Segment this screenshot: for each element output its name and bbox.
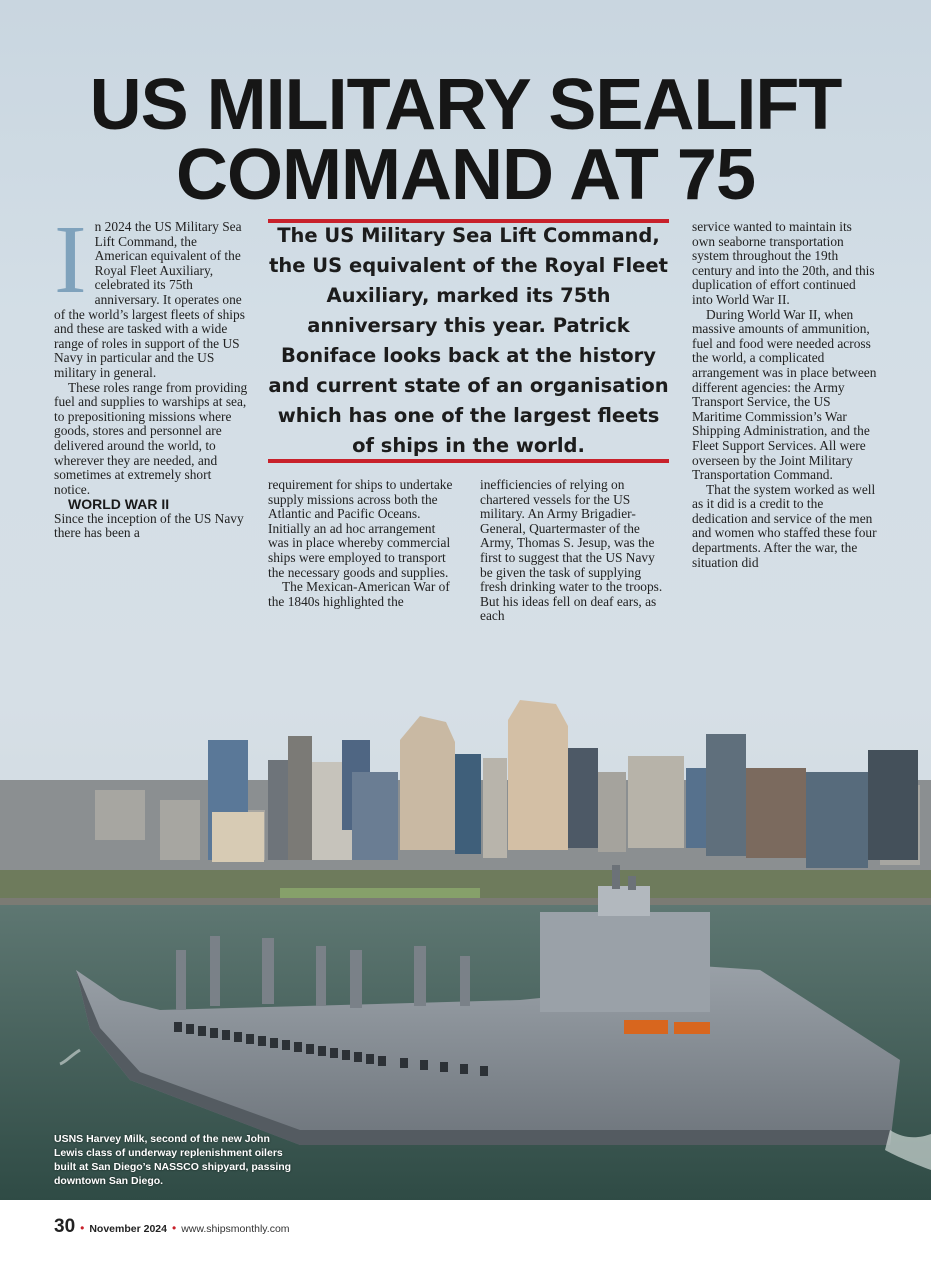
paragraph: That the system worked as well as it did is a credit to the dedication and service of the men and women who staffed these four departments. After the war, the situation did: [692, 481, 877, 570]
paragraph: The Mexican-American War of the 1840s highlighted the: [268, 579, 450, 609]
paragraph: inefficiencies of relying on chartered vessels for the US military. An Army Brigadier-General, Quartermaster of the Army, Thomas S. Jesup, was the first to suggest that the US Navy be given the task of supplying fresh drinking water to the troops. But his ideas fell on deaf ears, as each: [480, 477, 663, 624]
body-column-2: [268, 478, 458, 609]
paragraph: Since the inception of the US Navy there has been a: [54, 510, 244, 541]
intro-text: n 2024 the US Military Sea Lift Command, the American equivalent of the Royal Fleet Auxiliary, celebrated its 75th anniversary. It operates one of the world’s largest fleets of ships and these are tasked with a wide range of roles in support of the US Navy in particular and the US military in general.: [54, 219, 245, 380]
standfirst-box: [268, 219, 669, 463]
headline: [0, 65, 931, 215]
page-footer: [54, 1216, 290, 1238]
drop-cap: I: [54, 206, 87, 314]
section-subhead: WORLD WAR II: [68, 496, 170, 513]
ship-photo: [0, 700, 931, 1200]
body-column-3: [480, 478, 670, 624]
ship-illustration: [0, 700, 931, 1200]
standfirst-text: The US Military Sea Lift Command, the US equivalent of the Royal Fleet Auxiliary, marked its 75th anniversary this year. Patrick Boniface looks back at the history and current state of an organisation which has one of the largest fleets of ships in the world.: [268, 224, 669, 457]
page-number: 30: [54, 1216, 76, 1237]
body-column-4: [692, 220, 878, 570]
separator-dot: •: [171, 1221, 177, 1235]
website-link[interactable]: www.shipsmonthly.com: [181, 1223, 290, 1235]
headline-line-1: US MILITARY SEALIFT: [89, 65, 842, 145]
paragraph: requirement for ships to undertake supply missions across both the Atlantic and Pacific Oceans. Initially an ad hoc arrangement was in place whereby commercial ships were employed to transport the necessary goods and supplies.: [268, 477, 453, 580]
paragraph: service wanted to maintain its own seaborne transportation system throughout the 19th century and into the 20th, and this duplication of effort continued into World War II.: [692, 219, 875, 307]
separator-dot: •: [80, 1221, 85, 1235]
photo-caption: USNS Harvey Milk, second of the new John Lewis class of underway replenishment oilers built at San Diego’s NASSCO shipyard, passing downtown San Diego.: [54, 1133, 292, 1187]
issue-date: November 2024: [89, 1223, 167, 1235]
intro-paragraph: [54, 206, 250, 381]
paragraph: These roles range from providing fuel and supplies to warships at sea, to prepositioning missions where goods, stores and personnel are delivered around the world, to wherever they are needed, and sometimes at extremely short notice.: [54, 379, 248, 497]
body-column-1: [54, 206, 250, 541]
paragraph: During World War II, when massive amounts of ammunition, fuel and food were needed across the world, a complicated arrangement was in place between different agencies: the Army Transport Service, the US Maritime Commission’s War Shipping Administration, and the Fleet Support Services. All were overseen by the Joint Military Transportation Command.: [692, 306, 877, 483]
headline-line-2: COMMAND AT 75: [176, 135, 755, 215]
